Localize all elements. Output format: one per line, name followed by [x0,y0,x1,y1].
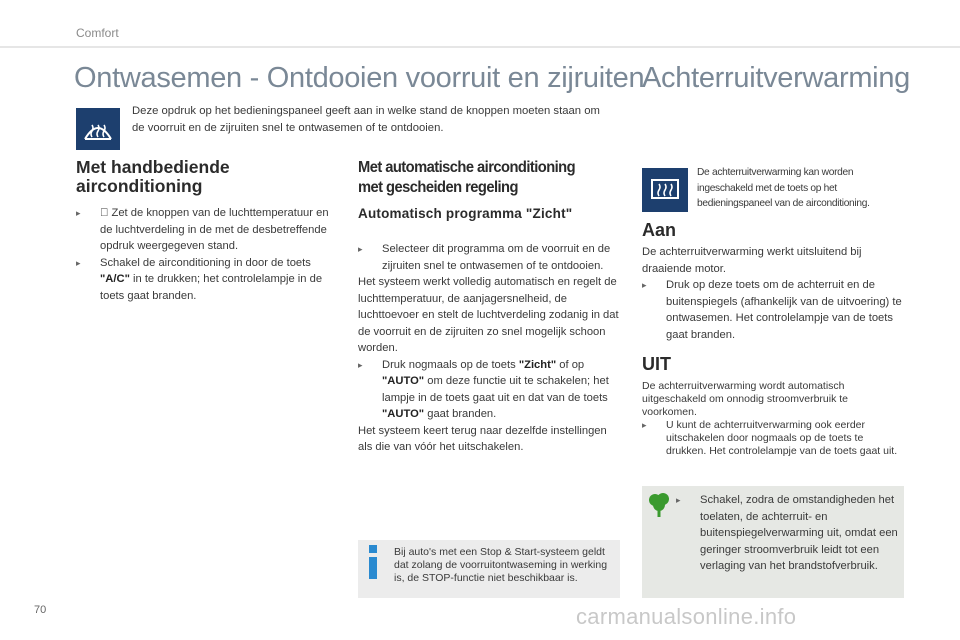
col2-b2-pre: Druk nogmaals op de toets [382,358,519,371]
front-defrost-icon [76,108,120,150]
uit-heading: UIT [642,354,671,374]
aan-heading: Aan [642,220,677,240]
col2-body [358,241,622,456]
col2-heading-line1: Met automatische airconditioning [358,159,576,176]
bullet-marker: ▸ [358,359,363,370]
col2-paragraph-2: Het systeem keert terug naar dezelfde instellingen als die van vóór het uitschakelen. [358,424,607,453]
col2-bullet-1-text: Selecteer dit programma om de voorruit en de zijruiten snel te ontwasemen of te ontdooien. [382,243,611,272]
aan-bullet-text: Druk op deze toets om de achterruit en de buitenspiegels (afhankelijk van de uitvoering) te ontwasemen. Het controlelampje van de toets gaat branden. [666,279,902,341]
bullet-marker: ▸ [76,208,81,218]
col2-bullet-2 [358,357,622,423]
col1-heading-line1: Met handbediende [76,157,230,177]
col1-heading-line2: airconditioning [76,176,203,196]
intro-text: Deze opdruk op het bedieningspaneel geeft aan in welke stand de knoppen moeten staan om de voorruit en de zijruiten snel te ontwasemen of te ontdooien. [132,105,600,134]
col1-bullet-1 [76,205,336,255]
eco-tip [676,492,898,575]
col2-b2-mid2: om deze functie uit te schakelen; het lampje in de toets gaat uit en dat van de toets [382,375,609,404]
col2-paragraph-1: Het systeem werkt volledig automatisch en regelt de luchttemperatuur, de aanjagersnelheid, de luchttoevoer en stelt de luchtverdeling zodanig in dat de voorruit en de zijruiten zo snel mogelijk schoon worden. [358,276,619,354]
aan-body [642,244,904,343]
col2-b2-post: gaat branden. [424,408,497,420]
header-divider [0,46,960,48]
col1-b2-post: in te drukken; het controlelampje in de toets gaat branden. [100,273,323,302]
col2-heading [358,158,628,198]
eco-bullet-text: Schakel, zodra de omstandigheden het toelaten, de achterruit- en buitenspiegelverwarming uit, omdat een geringer stroomverbruik leidt tot een verlaging van het brandstofverbruik. [700,494,898,572]
col2-bullet-1 [358,241,622,274]
col1 [76,158,336,196]
bullet-marker: ▸ [642,280,647,290]
rear-intro-text: De achterruitverwarming kan worden ingeschakeld met de toets op het bedieningspaneel van de airconditioning. [697,167,870,209]
eco-tree-icon [648,492,670,523]
ac-key-label: "A/C" [100,273,130,285]
bullet-marker: ▸ [642,420,647,430]
col1-b2-pre: Schakel de airconditioning in door de toets [100,256,311,269]
col1-bullet-2 [76,255,336,305]
col1-heading [76,158,336,196]
uit-body [642,380,904,458]
col2-heading-line2: met gescheiden regeling [358,179,518,196]
auto-key-label-2: "AUTO" [382,408,425,420]
col1-bullet-1-text: Zet de knoppen van de luchttemperatuur en de luchtverdeling in de met de desbetreffende opdruk weergegeven stand. [100,207,329,252]
aan-text: De achterruitverwarming werkt uitsluitend bij draaiende motor. [642,246,862,275]
col2-subheading: Automatisch programma "Zicht" [358,206,573,221]
watermark: carmanualsonline.info [576,604,797,629]
page-title: Ontwasemen - Ontdooien voorruit en zijruiten [74,62,645,94]
info-icon [367,545,379,581]
col2-b2-mid1: of op [556,358,585,371]
auto-key-label: "AUTO" [382,375,425,387]
zicht-key-label: "Zicht" [518,358,557,371]
page-number: 70 [34,604,47,616]
bullet-marker: ▸ [358,244,363,254]
rear-defrost-icon [642,168,688,212]
eco-bullet [676,492,898,575]
uit-text: De achterruitverwarming wordt automatisch uitgeschakeld om onnodig stroomverbruik te voorkomen. [642,380,849,418]
info-note-text: Bij auto's met een Stop & Start-systeem geldt dat zolang de voorruitontwaseming in werking is, de STOP-functie niet beschikbaar is. [394,546,608,584]
uit-bullet [642,419,904,458]
bullet-marker: ▸ [76,257,81,268]
col1-body [76,205,336,304]
section-label: Comfort [76,26,119,40]
right-title: Achterruitverwarming [642,62,910,94]
bullet-marker: ▸ [676,495,681,505]
aan-bullet [642,277,904,343]
uit-bullet-text: U kunt de achterruitverwarming ook eerder uitschakelen door nogmaals op de toets te drukken. Het controlelampje van de toets gaat uit. [666,419,898,457]
